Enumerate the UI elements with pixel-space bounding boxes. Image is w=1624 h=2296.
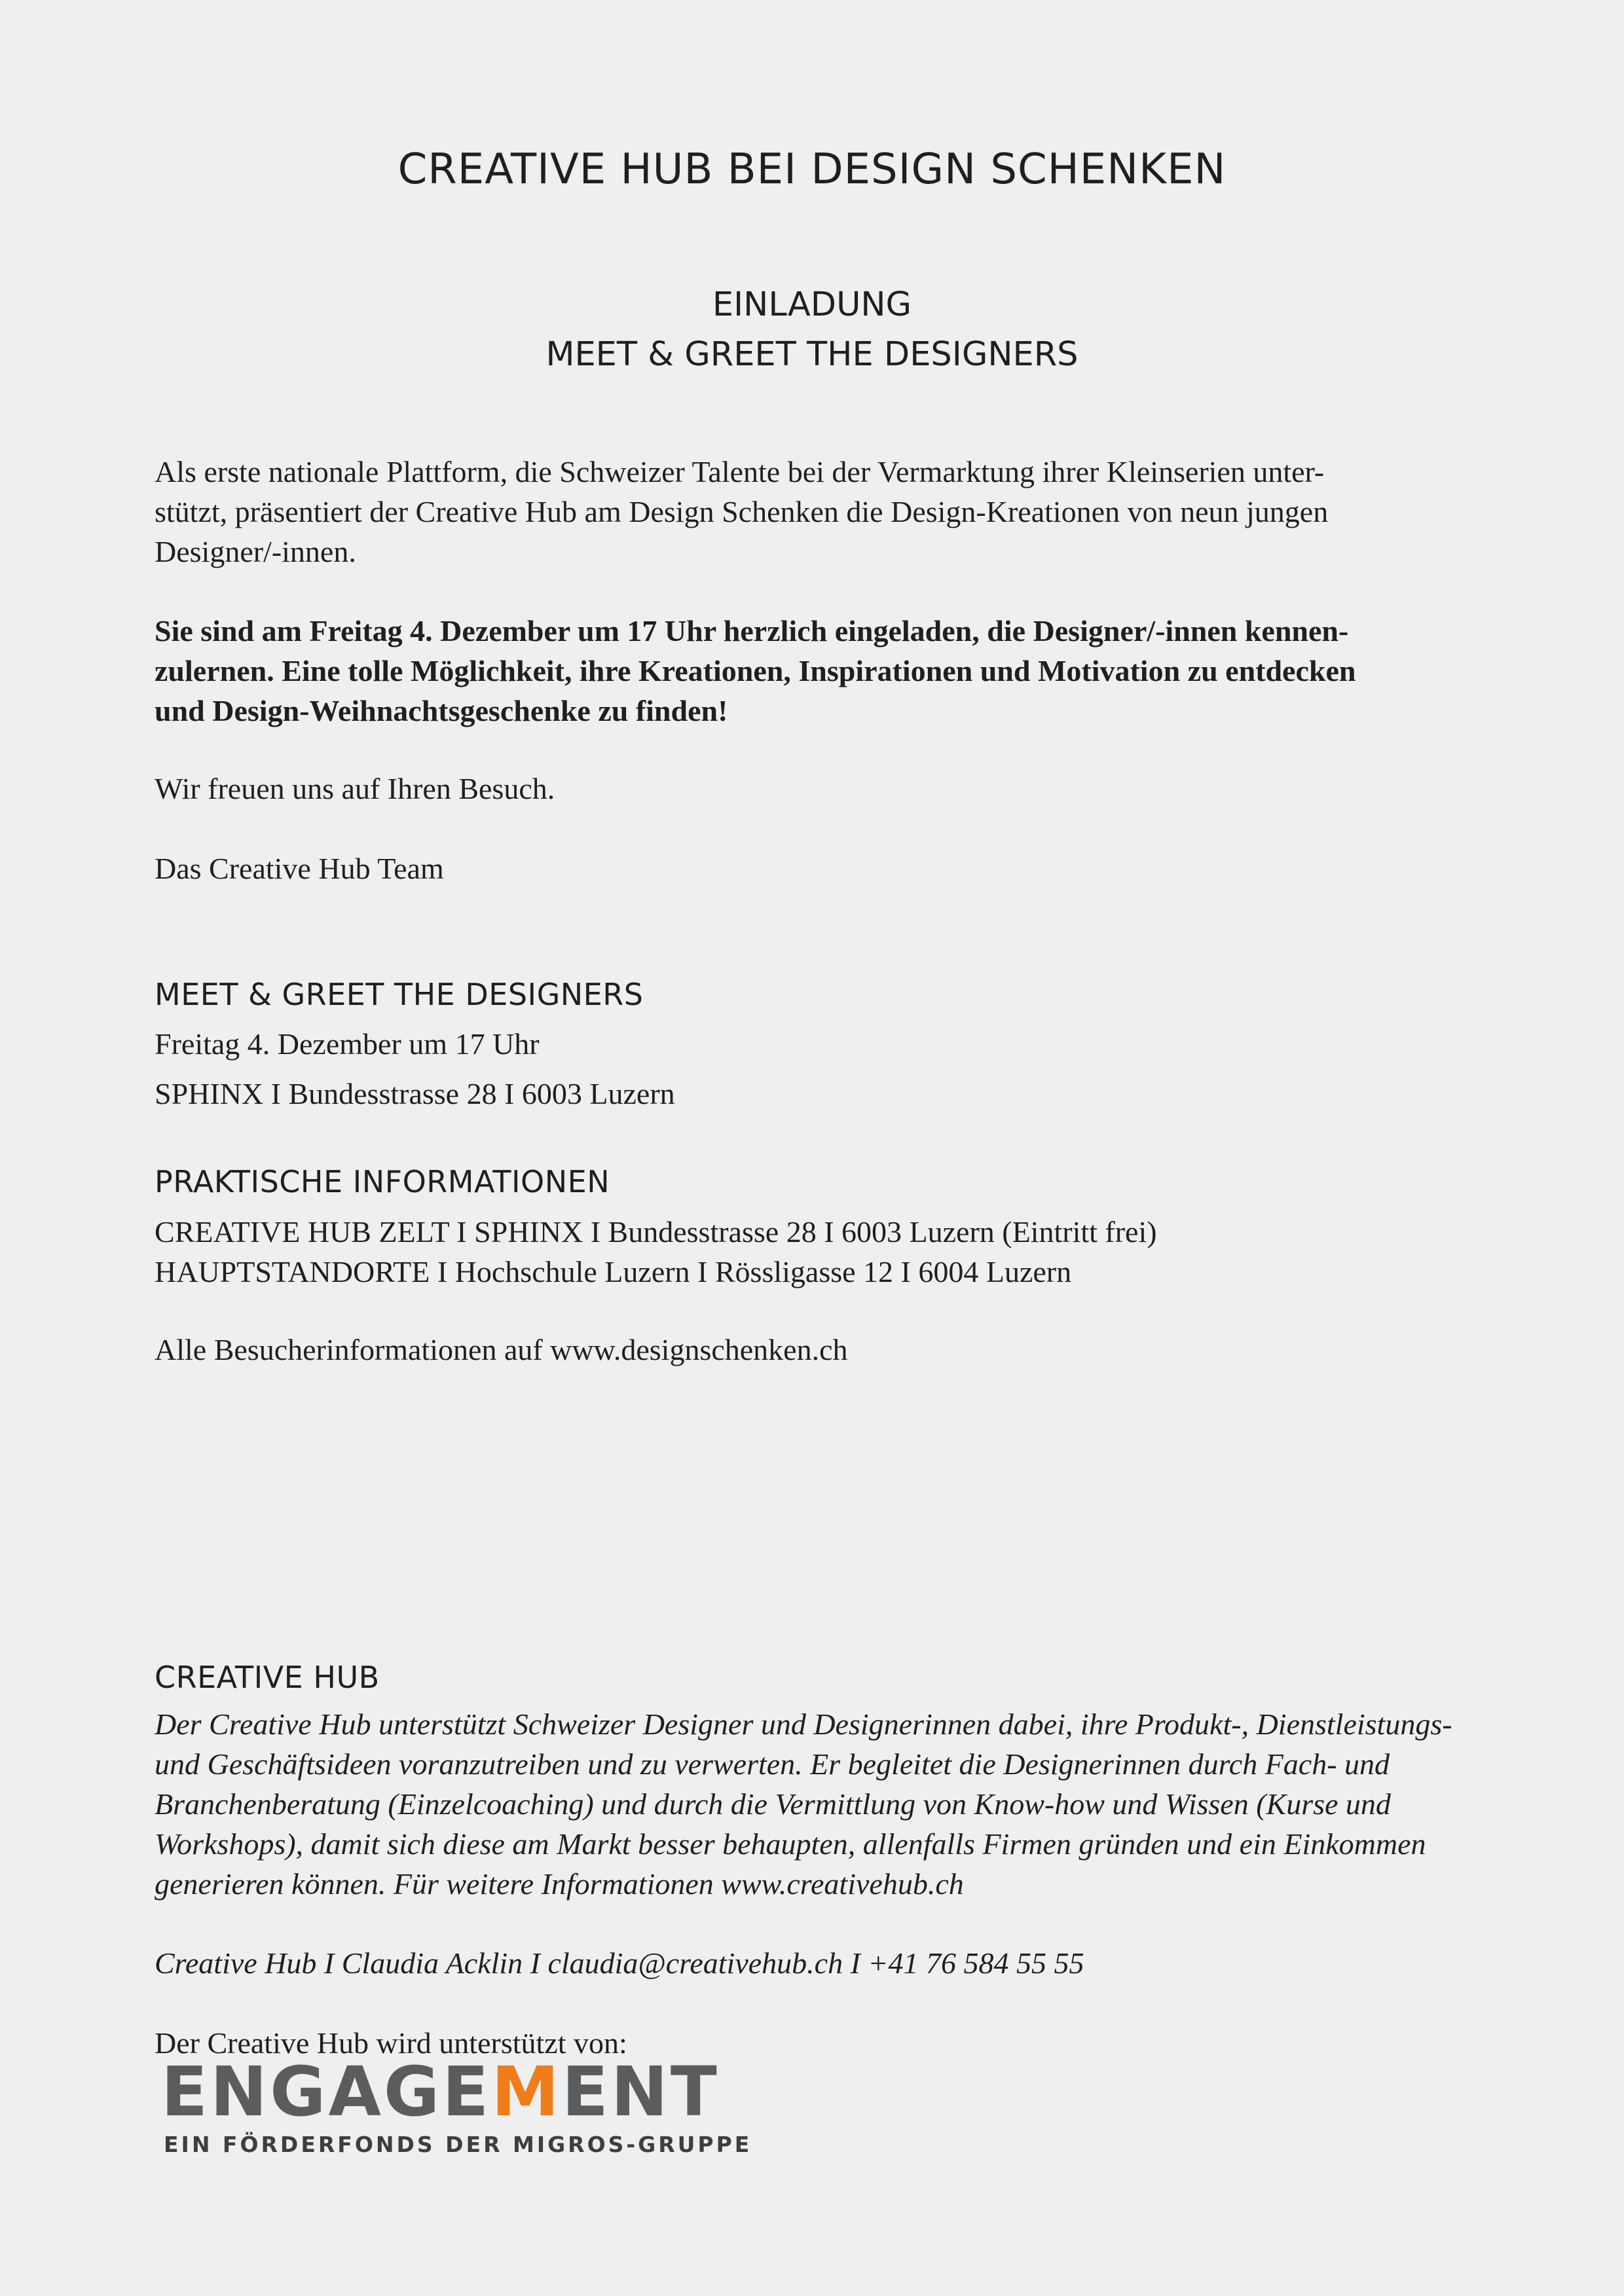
intro-paragraph: [155, 452, 1477, 572]
description-line: Der Creative Hub unterstützt Schweizer Designer und Designerinnen dabei, ihre Produkt-, Dienstleistungs-: [155, 1707, 1452, 1741]
page-title: CREATIVE HUB BEI DESIGN SCHENKEN: [397, 145, 1227, 194]
invitation-heading: [0, 280, 1624, 380]
description-line: Workshops), damit sich diese am Markt besser behaupten, allenfalls Firmen gründen und ein Einkommen: [155, 1827, 1426, 1861]
practical-info-line: CREATIVE HUB ZELT I SPHINX I Bundesstrasse 28 I 6003 Luzern (Eintritt frei): [155, 1215, 1157, 1248]
event-title: MEET & GREET THE DESIGNERS: [545, 335, 1079, 374]
creative-hub-heading: CREATIVE HUB: [155, 1660, 380, 1695]
description-line: Branchenberatung (Einzelcoaching) und durch die Vermittlung von Know-how und Wissen (Kurse und: [155, 1787, 1391, 1821]
logo-accent-letter: M: [491, 2052, 562, 2132]
signature-text: Das Creative Hub Team: [155, 852, 444, 885]
invitation-line: und Design-Weihnachtsgeschenke zu finden!: [155, 694, 728, 727]
logo-wordmark: [161, 2052, 752, 2132]
practical-info-heading: PRAKTISCHE INFORMATIONEN: [155, 1164, 610, 1199]
intro-line: stützt, präsentiert der Creative Hub am Design Schenken die Design-Kreationen von neun jungen: [155, 495, 1329, 528]
creative-hub-description: [155, 1704, 1477, 1904]
sponsor-label: Der Creative Hub wird unterstützt von:: [155, 2026, 627, 2060]
contact-line: Creative Hub I Claudia Acklin I claudia@creativehub.ch I +41 76 584 55 55: [155, 1946, 1084, 1980]
meet-greet-heading: MEET & GREET THE DESIGNERS: [155, 977, 644, 1012]
event-date: Freitag 4. Dezember um 17 Uhr: [155, 1027, 540, 1061]
practical-info: [155, 1212, 1477, 1292]
logo-part: ENGAGE: [161, 2052, 492, 2132]
invitation-label: EINLADUNG: [712, 285, 912, 324]
description-line: generieren können. Für weitere Informationen www.creativehub.ch: [155, 1867, 964, 1901]
engagement-logo: [161, 2052, 752, 2157]
invitation-paragraph: [155, 611, 1477, 731]
invitation-line: Sie sind am Freitag 4. Dezember um 17 Uhr herzlich eingeladen, die Designer/-innen kennen-: [155, 614, 1349, 647]
greeting-text: Wir freuen uns auf Ihren Besuch.: [155, 772, 555, 805]
practical-info-line: HAUPTSTANDORTE I Hochschule Luzern I Rössligasse 12 I 6004 Luzern: [155, 1255, 1072, 1288]
intro-line: Designer/-innen.: [155, 535, 356, 568]
description-line: und Geschäftsideen voranzutreiben und zu verwerten. Er begleitet die Designerinnen durch Fach- und: [155, 1747, 1390, 1781]
visitor-info-text: Alle Besucherinformationen auf www.designschenken.ch: [155, 1333, 848, 1366]
event-location: SPHINX I Bundesstrasse 28 I 6003 Luzern: [155, 1077, 675, 1110]
logo-subtitle: EIN FÖRDERFONDS DER MIGROS-GRUPPE: [164, 2132, 752, 2157]
invitation-line: zulernen. Eine tolle Möglichkeit, ihre Kreationen, Inspirationen und Motivation zu entdecken: [155, 654, 1356, 687]
intro-line: Als erste nationale Plattform, die Schweizer Talente bei der Vermarktung ihrer Kleinserien unter-: [155, 455, 1325, 488]
logo-part: ENT: [561, 2052, 720, 2132]
